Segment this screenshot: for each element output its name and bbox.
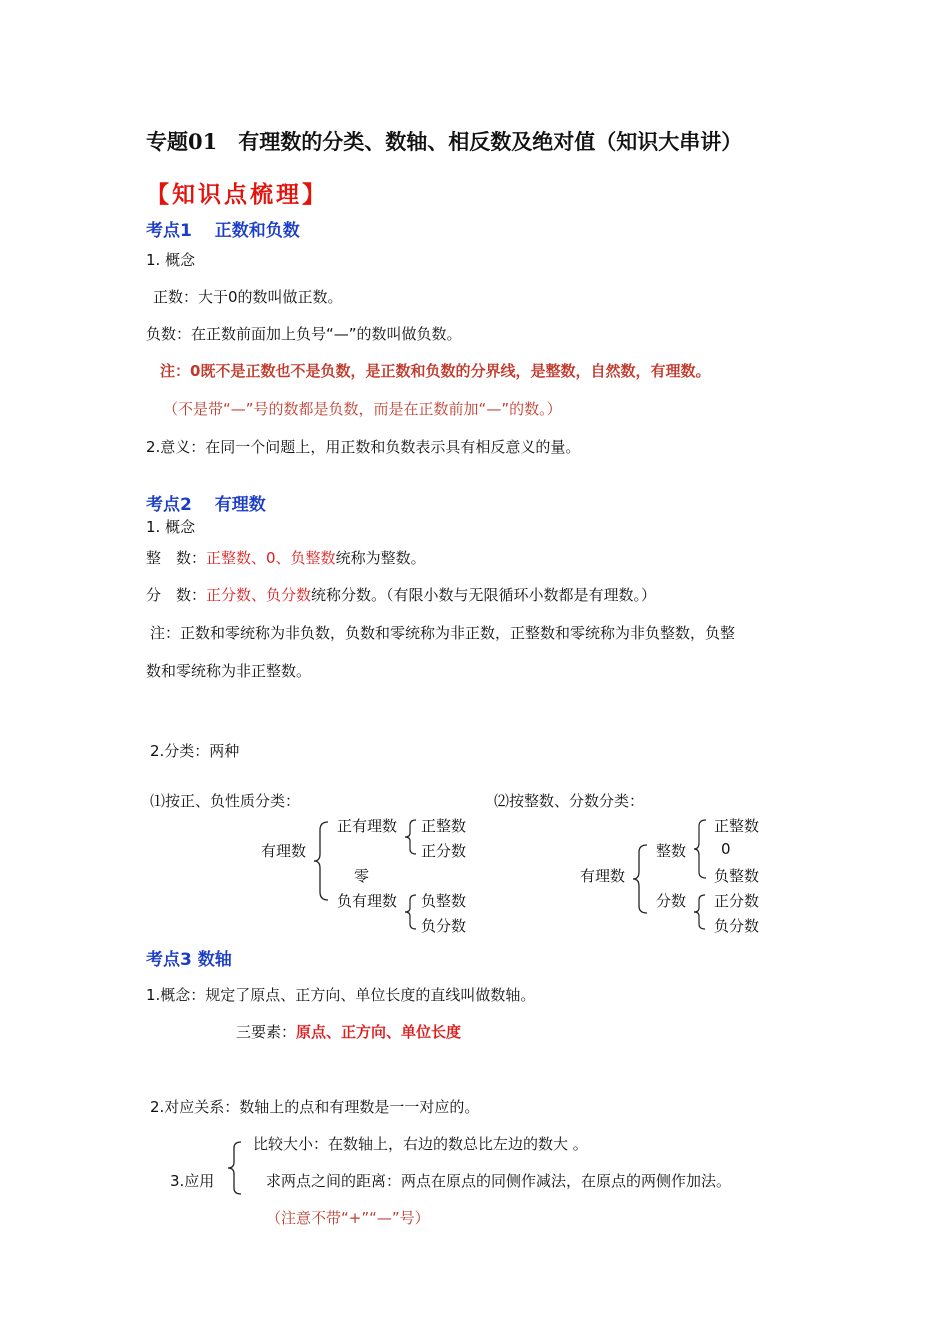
- class1-zero: 零: [354, 867, 370, 885]
- k2-fraction-rest: 统称分数。（有限小数与无限循环小数都是有理数。）: [311, 586, 657, 604]
- k3-apply-compare: 比较大小：在数轴上，右边的数总比左边的数大 。: [253, 1135, 588, 1153]
- k1-note1: 注：0既不是正数也不是负数，是正数和负数的分界线，是整数，自然数，有理数。: [160, 362, 711, 380]
- class2-positive-integer: 正整数: [714, 817, 760, 835]
- class1-main-brace: [312, 820, 332, 902]
- class2-root: 有理数: [580, 867, 626, 885]
- class2-main-brace: [631, 843, 651, 915]
- class1-negative-fraction: 负分数: [421, 917, 467, 935]
- k3-heading: 考点3 数轴: [146, 950, 232, 970]
- k3-three-red: 原点、正方向、单位长度: [296, 1023, 462, 1041]
- class2-integer-brace: [692, 818, 710, 880]
- k2-item1: 1. 概念: [146, 518, 196, 536]
- k2-integer-label: 整 数：: [146, 549, 207, 567]
- k2-integer-red: 正整数、0、负整数: [206, 549, 336, 567]
- class1-negative-integer: 负整数: [421, 892, 467, 910]
- class2-integer: 整数: [656, 842, 687, 860]
- k3-three-elements: [236, 1021, 461, 1042]
- class1-negative-brace: [403, 893, 419, 931]
- class2-negative-integer: 负整数: [714, 867, 760, 885]
- k2-fraction-line: [146, 584, 656, 605]
- k1-negative-def: 负数：在正数前面加上负号“—”的数叫做负数。: [146, 325, 462, 343]
- k2-note-line1: 注：正数和零统称为非负数，负数和零统称为非正数，正整数和零统称为非负整数，负整: [150, 624, 736, 642]
- k2-classification-title: 2.分类：两种: [150, 742, 240, 760]
- k3-apply-distance: 求两点之间的距离：两点在原点的同侧作减法，在原点的两侧作加法。: [266, 1172, 732, 1190]
- k2-fraction-label: 分 数：: [146, 586, 207, 604]
- class2-fraction-brace: [692, 893, 708, 931]
- k2-integer-rest: 统称为整数。: [335, 549, 426, 567]
- k3-apply-note: （注意不带“+”“—”号）: [266, 1209, 430, 1227]
- k1-positive-def: 正数：大于0的数叫做正数。: [153, 288, 343, 306]
- class1-root: 有理数: [261, 842, 307, 860]
- section-banner: 【知识点梳理】: [146, 181, 328, 208]
- class2-negative-fraction: 负分数: [714, 917, 760, 935]
- k2-integer-line: [146, 547, 426, 568]
- k3-three-label: 三要素：: [236, 1023, 297, 1041]
- k1-item1: 1. 概念: [146, 251, 196, 269]
- k2-fraction-red: 正分数、负分数: [206, 586, 312, 604]
- class2-positive-fraction: 正分数: [714, 892, 760, 910]
- class1-positive-fraction: 正分数: [421, 842, 467, 860]
- page-title: 专题01 有理数的分类、数轴、相反数及绝对值（知识大串讲）: [146, 129, 743, 154]
- class1-negative-rational: 负有理数: [337, 892, 398, 910]
- k3-apply-brace: [226, 1140, 246, 1196]
- class1-positive-rational: 正有理数: [337, 817, 398, 835]
- k2-note-line2: 数和零统称为非正整数。: [146, 662, 312, 680]
- k1-note2: （不是带“—”号的数都是负数，而是在正数前加“—”的数。）: [163, 400, 562, 418]
- k1-heading: 考点1 正数和负数: [146, 221, 300, 241]
- class2-caption: ⑵按整数、分数分类：: [494, 792, 645, 810]
- k2-heading: 考点2 有理数: [146, 495, 266, 515]
- k3-apply-label: 3.应用: [170, 1172, 215, 1190]
- k3-concept: 1.概念：规定了原点、正方向、单位长度的直线叫做数轴。: [146, 986, 536, 1004]
- class1-caption: ⑴按正、负性质分类：: [150, 792, 301, 810]
- class1-positive-brace: [403, 818, 419, 856]
- class2-fraction: 分数: [656, 892, 687, 910]
- class2-zero: 0: [721, 840, 731, 858]
- k1-meaning: 2.意义：在同一个问题上，用正数和负数表示具有相反意义的量。: [146, 438, 581, 456]
- class1-positive-integer: 正整数: [421, 817, 467, 835]
- k3-correspondence: 2.对应关系：数轴上的点和有理数是一一对应的。: [150, 1098, 480, 1116]
